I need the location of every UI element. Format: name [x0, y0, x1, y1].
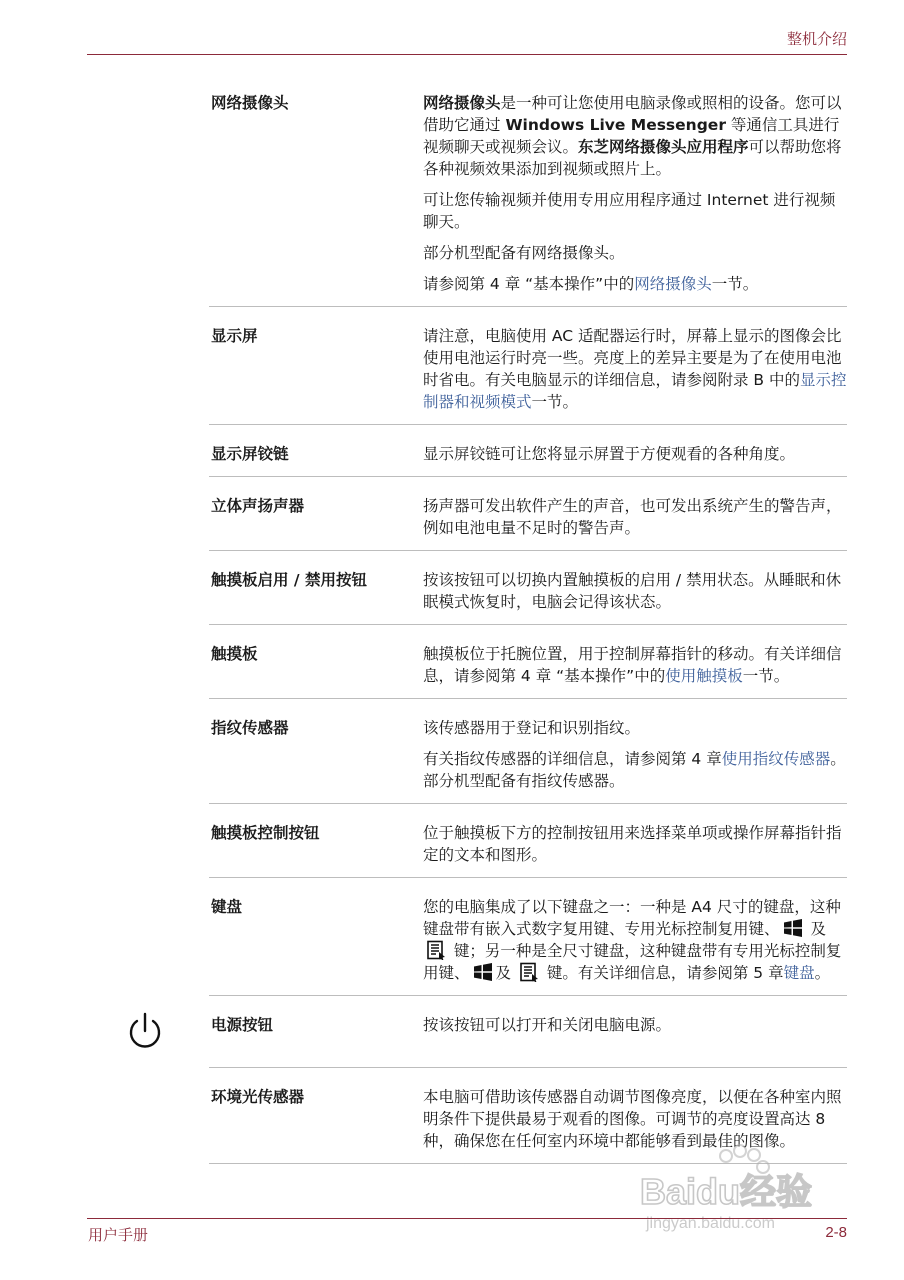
row-display-hinge: [209, 425, 847, 477]
row-keyboard: [209, 878, 847, 996]
description: [423, 325, 847, 413]
term-label: 键盘: [211, 898, 243, 916]
description: [423, 717, 847, 792]
desc-paragraph: 本电脑可借助该传感器自动调节图像亮度，以便在各种室内照明条件下提供最易于观看的图像。可调节的亮度设置高达 8 种，确保您在任何室内环境中都能够看到最佳的图像。: [423, 1088, 842, 1150]
desc-text: 一节。: [711, 275, 759, 293]
desc-text: 键；另一种是全尺寸键盘，这种键盘带有专用光标控制复用键、: [423, 942, 842, 982]
term-label: 网络摄像头: [211, 94, 289, 112]
watermark-logo-text: Baidu经验: [640, 1171, 813, 1212]
row-touchpad-buttons: [209, 804, 847, 878]
desc-text: 请参阅第 4 章 “基本操作”中的: [423, 275, 635, 293]
row-display: [209, 307, 847, 425]
desc-paragraph: 可让您传输视频并使用专用应用程序通过 Internet 进行视频聊天。: [423, 191, 836, 231]
description: [423, 896, 847, 984]
desc-text: 键。有关详细信息，请参阅第 5 章: [541, 964, 784, 982]
desc-text: 有关指纹传感器的详细信息，请参阅第 4 章: [423, 750, 722, 768]
desc-text: 。: [814, 964, 831, 982]
description: [423, 1014, 847, 1056]
desc-paragraph: 按该按钮可以打开和关闭电脑电源。: [423, 1016, 672, 1034]
term-label: 触摸板控制按钮: [211, 824, 320, 842]
row-fingerprint: [209, 699, 847, 804]
desc-text: 等通信工具进行视频聊天或视频会议。: [423, 116, 840, 156]
term-label: 环境光传感器: [211, 1088, 305, 1106]
desc-text: 一节。: [742, 667, 790, 685]
desc-text: 是一种可让您使用电脑录像或照相的设备。您可以借助它通过: [423, 94, 842, 134]
desc-text: 及: [495, 964, 516, 982]
description: [423, 643, 847, 687]
row-touchpad-toggle: [209, 551, 847, 625]
display-controller-link[interactable]: 显示控制器和视频模式: [423, 371, 847, 411]
desc-paragraph: 按该按钮可以切换内置触摸板的启用 / 禁用状态。从睡眠和休眠模式恢复时，电脑会记得该状态。: [423, 571, 842, 611]
description: [423, 443, 847, 465]
row-power-button: [209, 996, 847, 1068]
baidu-watermark: [640, 1142, 850, 1234]
desc-text: 一节。: [531, 393, 579, 411]
desc-paragraph: 显示屏铰链可让您将显示屏置于方便观看的各种角度。: [423, 445, 796, 463]
term-label: 电源按钮: [211, 1016, 274, 1034]
row-speakers: [209, 477, 847, 551]
term-label: 触摸板: [211, 645, 258, 663]
header-title: 整机介绍: [786, 30, 847, 48]
page-number: 2-8: [825, 1224, 847, 1241]
desc-text: 触摸板位于托腕位置，用于控制屏幕指针的移动。有关详细信息，请参阅第 4 章 “基本操作”中的: [423, 645, 842, 685]
desc-text: 及: [805, 920, 826, 938]
watermark-url: jingyan.baidu.com: [646, 1215, 775, 1232]
desc-text: 请注意，电脑使用 AC 适配器运行时，屏幕上显示的图像会比使用电池运行时亮一些。亮度上的差异主要是为了在使用电池时省电。有关电脑显示的详细信息，请参阅附录 B 中的: [423, 327, 842, 389]
power-icon: [126, 1010, 164, 1054]
touchpad-link[interactable]: 使用触摸板: [665, 667, 743, 685]
application-key-icon: [426, 940, 446, 960]
desc-paragraph: 部分机型配备有网络摄像头。: [423, 244, 625, 262]
term-label: 指纹传感器: [211, 719, 289, 737]
windows-key-icon: [783, 918, 803, 938]
keyboard-link[interactable]: 键盘: [783, 964, 815, 982]
description: [423, 569, 847, 613]
desc-paragraph: 扬声器可发出软件产生的声音，也可发出系统产生的警告声，例如电池电量不足时的警告声。: [423, 497, 842, 537]
footer-manual-label: 用户手册: [88, 1226, 149, 1244]
fingerprint-link[interactable]: 使用指纹传感器: [721, 750, 831, 768]
term-label: 触摸板启用 / 禁用按钮: [211, 571, 367, 589]
desc-paragraph: 位于触摸板下方的控制按钮用来选择菜单项或操作屏幕指针指定的文本和图形。: [423, 824, 842, 864]
spec-table: [209, 74, 847, 1164]
description: [423, 92, 847, 295]
footer-divider: [87, 1218, 847, 1219]
term-label: 显示屏铰链: [211, 445, 289, 463]
windows-key-icon: [473, 962, 493, 982]
desc-text: 您的电脑集成了以下键盘之一：一种是 A4 尺寸的键盘，这种键盘带有嵌入式数字复用键、专用光标控制复用键、: [423, 898, 841, 938]
webcam-link[interactable]: 网络摄像头: [634, 275, 712, 293]
row-webcam: [209, 74, 847, 307]
bold-text: Windows Live Messenger: [505, 116, 726, 134]
term-label: 立体声扬声器: [211, 497, 305, 515]
description: [423, 822, 847, 866]
description: [423, 495, 847, 539]
desc-text: 可以帮助您将各种视频效果添加到视频或照片上。: [423, 138, 842, 178]
application-key-icon: [519, 962, 539, 982]
bold-text: 网络摄像头: [423, 94, 501, 112]
term-label: 显示屏: [211, 327, 258, 345]
header-divider: [87, 54, 847, 55]
desc-paragraph: 该传感器用于登记和识别指纹。: [423, 719, 641, 737]
bold-text: 东芝网络摄像头应用程序: [578, 138, 749, 156]
desc-text: 。部分机型配备有指纹传感器。: [423, 750, 846, 790]
row-touchpad: [209, 625, 847, 699]
